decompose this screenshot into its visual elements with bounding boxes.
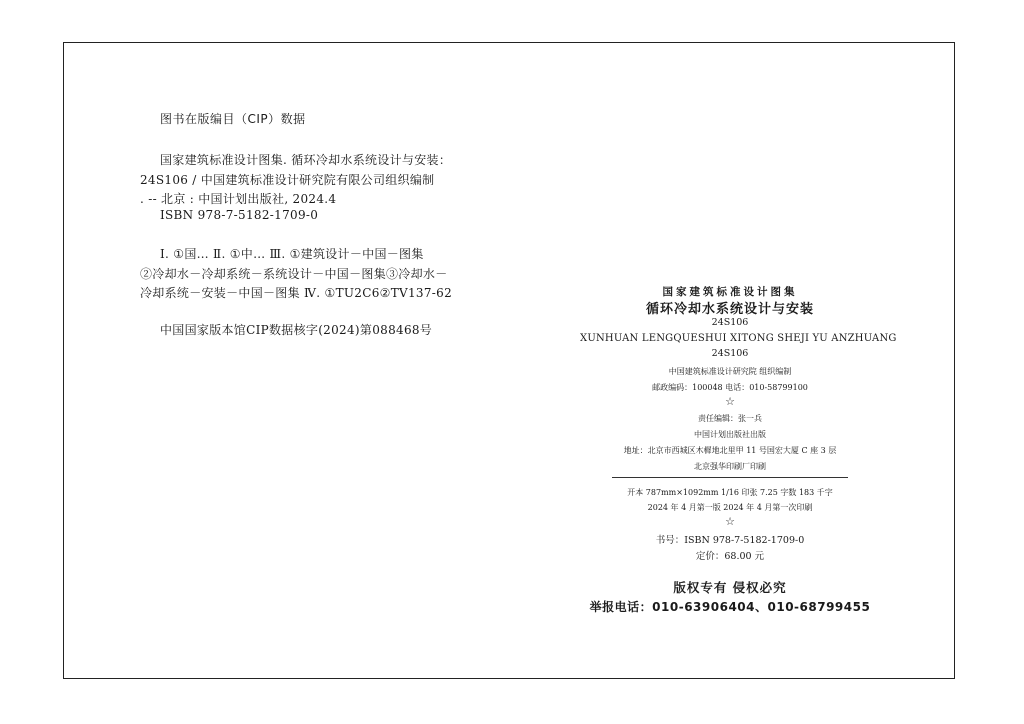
rights-notice: 版权专有 侵权必究 [673, 580, 787, 595]
cip-entry-line-3: . -- 北京 : 中国计划出版社, 2024.4 [140, 192, 337, 206]
series-title: 国家建筑标准设计图集 [662, 286, 798, 298]
format-info: 开本 787mm×1092mm 1/16 印张 7.25 字数 183 千字 [627, 488, 833, 497]
cip-subject-line-1: Ⅰ. ①国… Ⅱ. ①中… Ⅲ. ①建筑设计－中国－图集 [160, 247, 424, 261]
pinyin-title: XUNHUAN LENGQUESHUI XITONG SHEJI YU ANZHUANG [580, 333, 897, 344]
editor: 责任编辑：张一兵 [698, 414, 762, 423]
price: 定价：68.00 元 [695, 551, 765, 562]
edition-info: 2024 年 4 月第一版 2024 年 4 月第一次印刷 [647, 503, 813, 512]
compiler: 中国建筑标准设计研究院 组织编制 [668, 367, 792, 376]
cip-entry-line-1: 国家建筑标准设计图集. 循环冷却水系统设计与安装： [160, 153, 452, 167]
cip-entry-line-2: 24S106 / 中国建筑标准设计研究院有限公司组织编制 [140, 173, 435, 187]
cip-subject-line-3: 冷却系统－安装－中国－图集 Ⅳ. ①TU2C6②TV137-62 [140, 286, 453, 300]
star-divider-2: ☆ [725, 515, 735, 528]
printer: 北京强华印刷厂印刷 [694, 462, 766, 471]
atlas-code-2: 24S106 [711, 348, 749, 359]
star-divider: ☆ [725, 395, 735, 408]
book-title: 循环冷却水系统设计与安装 [645, 302, 814, 317]
postal-info: 邮政编码：100048 电话：010-58799100 [652, 383, 808, 392]
report-phone: 举报电话：010-63906404、010-68799455 [589, 600, 871, 614]
publisher-address: 地址：北京市西城区木樨地北里甲 11 号国宏大厦 C 座 3 层 [623, 446, 837, 455]
cip-subject-line-2: ②冷却水－冷却系统－系统设计－中国－图集③冷却水－ [140, 267, 448, 281]
atlas-code: 24S106 [711, 317, 749, 328]
cip-heading: 图书在版编目（CIP）数据 [160, 112, 306, 126]
cip-number: 中国国家版本馆CIP数据核字(2024)第088468号 [160, 323, 433, 337]
publisher: 中国计划出版社出版 [694, 430, 766, 439]
cip-isbn: ISBN 978-7-5182-1709-0 [160, 208, 319, 222]
book-isbn: 书号：ISBN 978-7-5182-1709-0 [655, 535, 805, 546]
colophon-rule [612, 477, 848, 478]
